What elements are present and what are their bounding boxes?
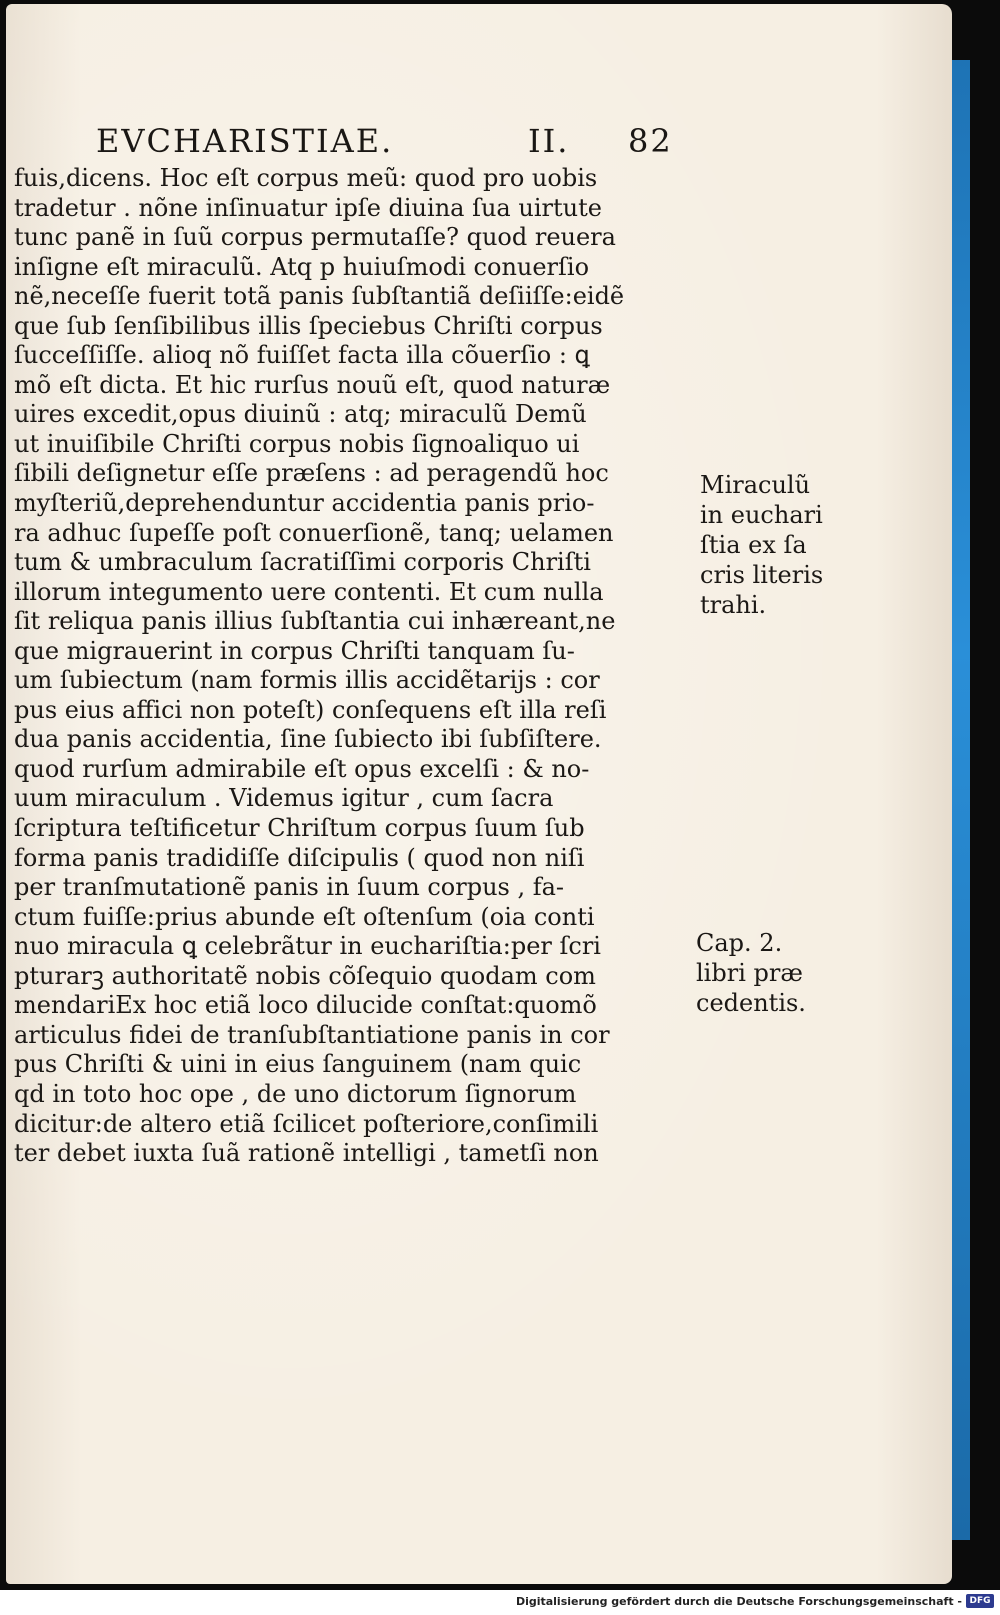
text-line: tunc panẽ in ſuũ corpus permutaſſe? quod reuera — [14, 223, 616, 252]
text-line: forma panis tradidiſſe diſcipulis ( quod non niſi — [14, 843, 585, 872]
main-text-block — [14, 164, 684, 1169]
text-line: nuo miracula ꝗ celebrãtur in euchariſtia:per ſcri — [14, 932, 601, 961]
text-line: per tranſmutationẽ panis in ſuum corpus , fa- — [14, 873, 565, 902]
header-title: EVCHARISTIAE. — [96, 122, 394, 160]
text-line: uum miraculum . Videmus igitur , cum ſacra — [14, 784, 554, 813]
text-line: ſucceſſiſſe. alioq nõ fuiſſet facta illa cõuerſio : ꝗ — [14, 341, 590, 370]
marginal-note-miracle — [700, 470, 823, 620]
text-line: ut inuiſibile Chriſti corpus nobis ſignoaliquo ui — [14, 429, 580, 458]
text-line: uires excedit,opus diuinũ : atq; miraculũ Demũ — [14, 400, 587, 429]
text-line: pus Chriſti & uini in eius ſanguinem (nam quic — [14, 1050, 582, 1079]
header-book-number: II. — [528, 122, 570, 160]
text-line: nẽ,neceſſe fuerit totã panis ſubſtantiã deſiiſſe:eidẽ — [14, 282, 625, 311]
text-line: quod rurſum admirabile eſt opus excelſi : & no- — [14, 754, 590, 783]
text-line: ſcriptura teſtificetur Chriſtum corpus ſuum ſub — [14, 814, 585, 843]
dfg-logo: DFG — [966, 1594, 994, 1608]
running-header — [96, 122, 696, 166]
text-line: mõ eſt dicta. Et hic rurſus nouũ eſt, quod naturæ — [14, 370, 611, 399]
text-line: ſibili deſignetur eſſe præſens : ad peragendũ hoc — [14, 459, 609, 488]
marginal-line: trahi. — [700, 591, 767, 619]
text-line: pturarꝫ authoritatẽ nobis cõſequio quodam com — [14, 961, 596, 990]
text-line: myſteriũ,deprehenduntur accidentia panis prio- — [14, 489, 595, 518]
text-line: articulus fidei de tranſubſtantiatione panis in cor — [14, 1020, 610, 1049]
text-line: mendariEx hoc etiã loco dilucide conſtat:quomõ — [14, 991, 597, 1020]
marginal-line: Cap. 2. — [696, 929, 783, 957]
text-line: que migrauerint in corpus Chriſti tanquam ſu- — [14, 636, 575, 665]
color-calibration-strip — [950, 60, 970, 1540]
text-line: que ſub ſenſibilibus illis ſpeciebus Chriſti corpus — [14, 311, 603, 340]
text-line: ſit reliqua panis illius ſubſtantia cui inhæreant,ne — [14, 607, 616, 636]
text-line: ctum fuiſſe:prius abunde eſt oſtenſum (oia conti — [14, 902, 595, 931]
marginal-line: libri præ — [696, 959, 803, 987]
text-line: inſigne eſt miraculũ. Atq p huiuſmodi conuerſio — [14, 252, 590, 281]
marginal-line: in euchari — [700, 501, 823, 529]
page-number: 82 — [628, 122, 673, 160]
text-line: fuis,dicens. Hoc eſt corpus meũ: quod pro uobis — [14, 164, 598, 192]
footer-bar — [0, 1590, 1000, 1615]
text-line: dicitur:de altero etiã ſcilicet poſteriore,conſimili — [14, 1109, 599, 1138]
text-line: tum & umbraculum ſacratiſſimi corporis Chriſti — [14, 548, 591, 577]
book-page — [6, 4, 952, 1584]
marginal-note-chapter-ref — [696, 928, 806, 1018]
marginal-line: cedentis. — [696, 989, 806, 1017]
text-line: illorum integumento uere contenti. Et cum nulla — [14, 577, 604, 606]
funding-credit: Digitalisierung gefördert durch die Deutsche Forschungsgemeinschaft - — [515, 1595, 962, 1608]
text-line: ra adhuc ſupeſſe poſt conuerſionẽ, tanq; uelamen — [14, 518, 614, 547]
text-line: pus eius affici non poteſt) conſequens eſt illa reſi — [14, 695, 607, 724]
text-line: um ſubiectum (nam formis illis accidẽtarijs : cor — [14, 666, 600, 695]
text-line: ter debet iuxta ſuã rationẽ intelligi , tametſi non — [14, 1139, 599, 1168]
marginal-line: Miraculũ — [700, 471, 811, 499]
marginal-line: cris literis — [700, 561, 824, 589]
text-line: tradetur . nõne inſinuatur ipſe diuina ſua uirtute — [14, 193, 602, 222]
text-line: dua panis accidentia, ſine ſubiecto ibi ſubſiſtere. — [14, 725, 602, 754]
text-line: qd in toto hoc ope , de uno dictorum ſignorum — [14, 1079, 577, 1108]
marginal-line: ſtia ex ſa — [700, 531, 807, 559]
